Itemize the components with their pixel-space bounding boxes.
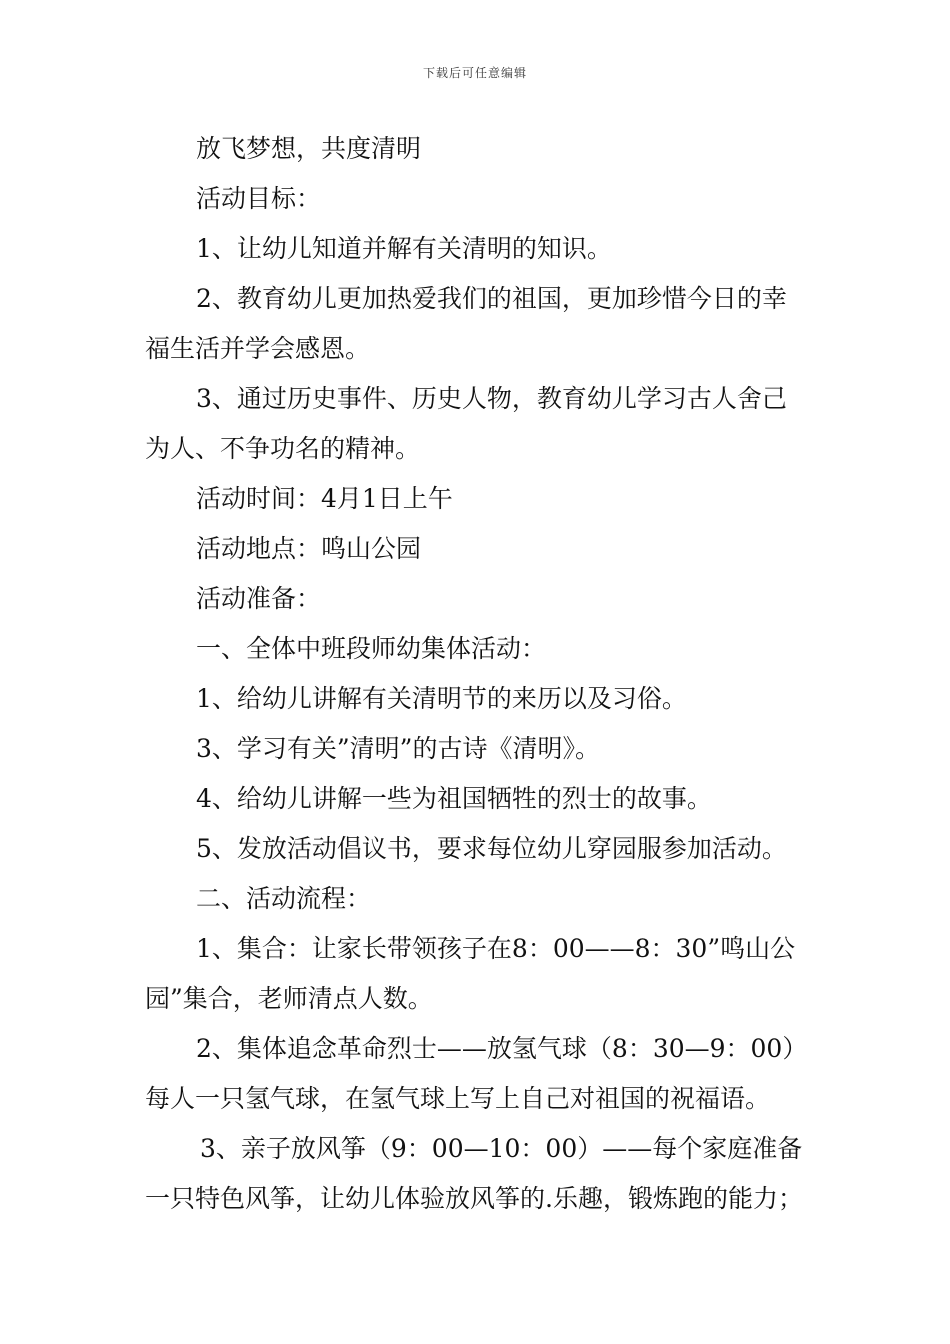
goal-item-3-line-1: 3、通过历史事件、历史人物，教育幼儿学习古人舍己 bbox=[196, 384, 787, 413]
flow-heading: 二、活动流程： bbox=[196, 884, 372, 913]
page-header-note: 下载后可任意编辑 bbox=[422, 66, 527, 80]
prep-heading: 活动准备： bbox=[196, 584, 322, 613]
flow-item-1-line-1: 1、集合：让家长带领孩子在8：00——8：30”鸣山公 bbox=[196, 934, 796, 963]
goal-item-2-line-2: 福生活并学会感恩。 bbox=[145, 334, 371, 363]
prep-item-5: 5、发放活动倡议书，要求每位幼儿穿园服参加活动。 bbox=[196, 834, 787, 863]
prep-item-1: 1、给幼儿讲解有关清明节的来历以及习俗。 bbox=[196, 684, 687, 713]
goal-item-3-line-2: 为人、不争功名的精神。 bbox=[145, 434, 421, 463]
flow-item-3-line-2: 一只特色风筝，让幼儿体验放风筝的.乐趣，锻炼跑的能力； bbox=[145, 1184, 803, 1213]
prep-item-4: 4、给幼儿讲解一些为祖国牺牲的烈士的故事。 bbox=[196, 784, 712, 813]
activity-place: 活动地点：鸣山公园 bbox=[196, 534, 422, 563]
goal-item-1: 1、让幼儿知道并解有关清明的知识。 bbox=[196, 234, 612, 263]
goal-item-2-line-1: 2、教育幼儿更加热爱我们的祖国，更加珍惜今日的幸 bbox=[196, 284, 787, 313]
flow-item-2-line-1: 2、集体追念革命烈士——放氢气球（8：30—9：00） bbox=[196, 1034, 808, 1063]
activity-time: 活动时间：4月1日上午 bbox=[196, 484, 453, 513]
flow-item-1-line-2: 园”集合，老师清点人数。 bbox=[145, 984, 433, 1013]
prep-section-1: 一、全体中班段师幼集体活动： bbox=[196, 634, 547, 663]
doc-title: 放飞梦想，共度清明 bbox=[196, 134, 422, 163]
flow-item-3-line-1: 3、亲子放风筝（9：00—10：00）——每个家庭准备 bbox=[200, 1134, 803, 1163]
goal-heading: 活动目标： bbox=[196, 184, 322, 213]
prep-item-3: 3、学习有关”清明”的古诗《清明》。 bbox=[196, 734, 600, 763]
flow-item-2-line-2: 每人一只氢气球，在氢气球上写上自己对祖国的祝福语。 bbox=[145, 1084, 771, 1113]
